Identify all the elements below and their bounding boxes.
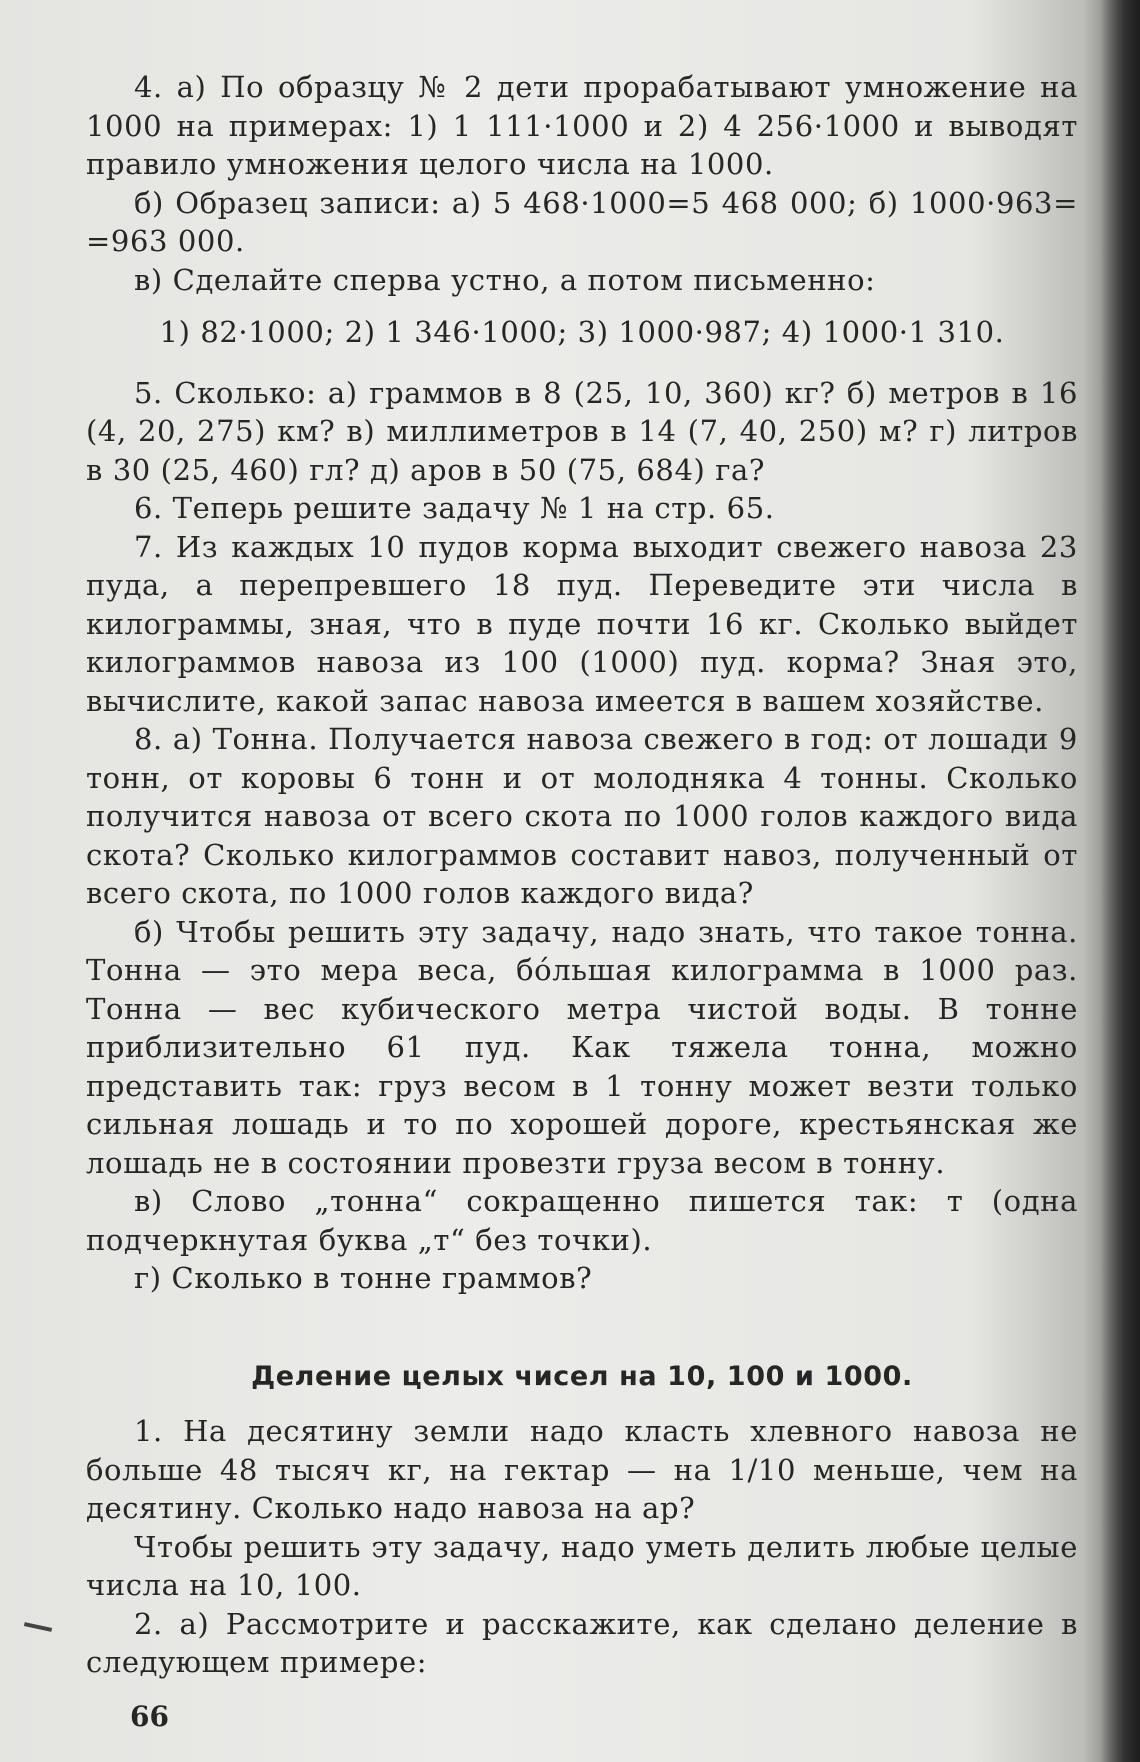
paragraph-5: 5. Сколько: а) граммов в 8 (25, 10, 360) кг? б) метров в 16 (4, 20, 275) км? в) миллиметров в 14 (7, 40, 250) м? г) литров в 30 (25, 460) гл? д) аров в 50 (75, 684) га? <box>86 375 1078 487</box>
pencil-mark <box>24 1622 52 1632</box>
paragraph-4b: б) Образец записи: а) 5 468·1000=5 468 000; б) 1000·963= =963 000. <box>86 185 1078 258</box>
book-spine-shadow <box>1100 0 1140 1762</box>
paragraph-8a: 8. а) Тонна. Получается навоза свежего в год: от лошади 9 тонн, от коровы 6 тонн и от молодняка 4 тонны. Сколько получится навоза от всего скота по 1000 голов каждого вида скота? Сколько килограммов составит навоз, полученный от всего скота, по 1000 голов каждого вида? <box>86 722 1078 910</box>
paragraph-div-note: Чтобы решить эту задачу, надо уметь делить любые целые числа на 10, 100. <box>86 1529 1078 1602</box>
example-line: 1) 82·1000; 2) 1 346·1000; 3) 1000·987; 4) 1000·1 310. <box>159 315 1005 349</box>
paragraph-8c: в) Слово „тонна“ сокращенно пишется так: т (одна подчеркнутая буква „т“ без точки). <box>86 1184 1078 1257</box>
paragraph-8d: г) Сколько в тонне граммов? <box>134 1261 593 1295</box>
section-heading: Деление целых чисел на 10, 100 и 1000. <box>251 1360 913 1392</box>
page-text <box>86 68 1078 1682</box>
paragraph-8b: б) Чтобы решить эту задачу, надо знать, что такое тонна. Тонна — это мера веса, бо́льшая килограмма в 1000 раз. Тонна — вес кубического метра чистой воды. В тонне приблизительно 61 пуд. Как тяжела тонна, можно представить так: груз весом в 1 тонну может везти только сильная лошадь и то по хорошей дороге, крестьянская же лошадь не в состоянии провезти груза весом в тонну. <box>86 914 1078 1180</box>
paragraph-6: 6. Теперь решите задачу № 1 на стр. 65. <box>134 491 775 525</box>
paragraph-7: 7. Из каждых 10 пудов корма выходит свежего навоза 23 пуда, а перепревшего 18 пуд. Переведите эти числа в килограммы, зная, что в пуде почти 16 кг. Сколько выйдет килограммов навоза из 100 (1000) пуд. корма? Зная это, вычислите, какой запас навоза имеется в вашем хозяйстве. <box>86 529 1078 718</box>
section-spacer <box>86 1298 1078 1358</box>
paragraph-div-1: 1. На десятину земли надо класть хлевного навоза не больше 48 тысяч кг, на гектар — на 1/10 меньше, чем на десятину. Сколько надо навоза на ар? <box>86 1414 1078 1525</box>
page-number: 66 <box>130 1700 169 1733</box>
paragraph-4c: в) Сделайте сперва устно, а потом письменно: <box>134 262 876 297</box>
paragraph-div-2a: 2. а) Рассмотрите и расскажите, как сделано деление в следующем примере: <box>86 1606 1078 1679</box>
paragraph-4a: 4. а) По образцу № 2 дети прорабатывают умножение на 1000 на примерах: 1) 1 111·1000 и 2) 4 256·1000 и выводят правило умножения целого числа на 1000. <box>86 70 1078 181</box>
